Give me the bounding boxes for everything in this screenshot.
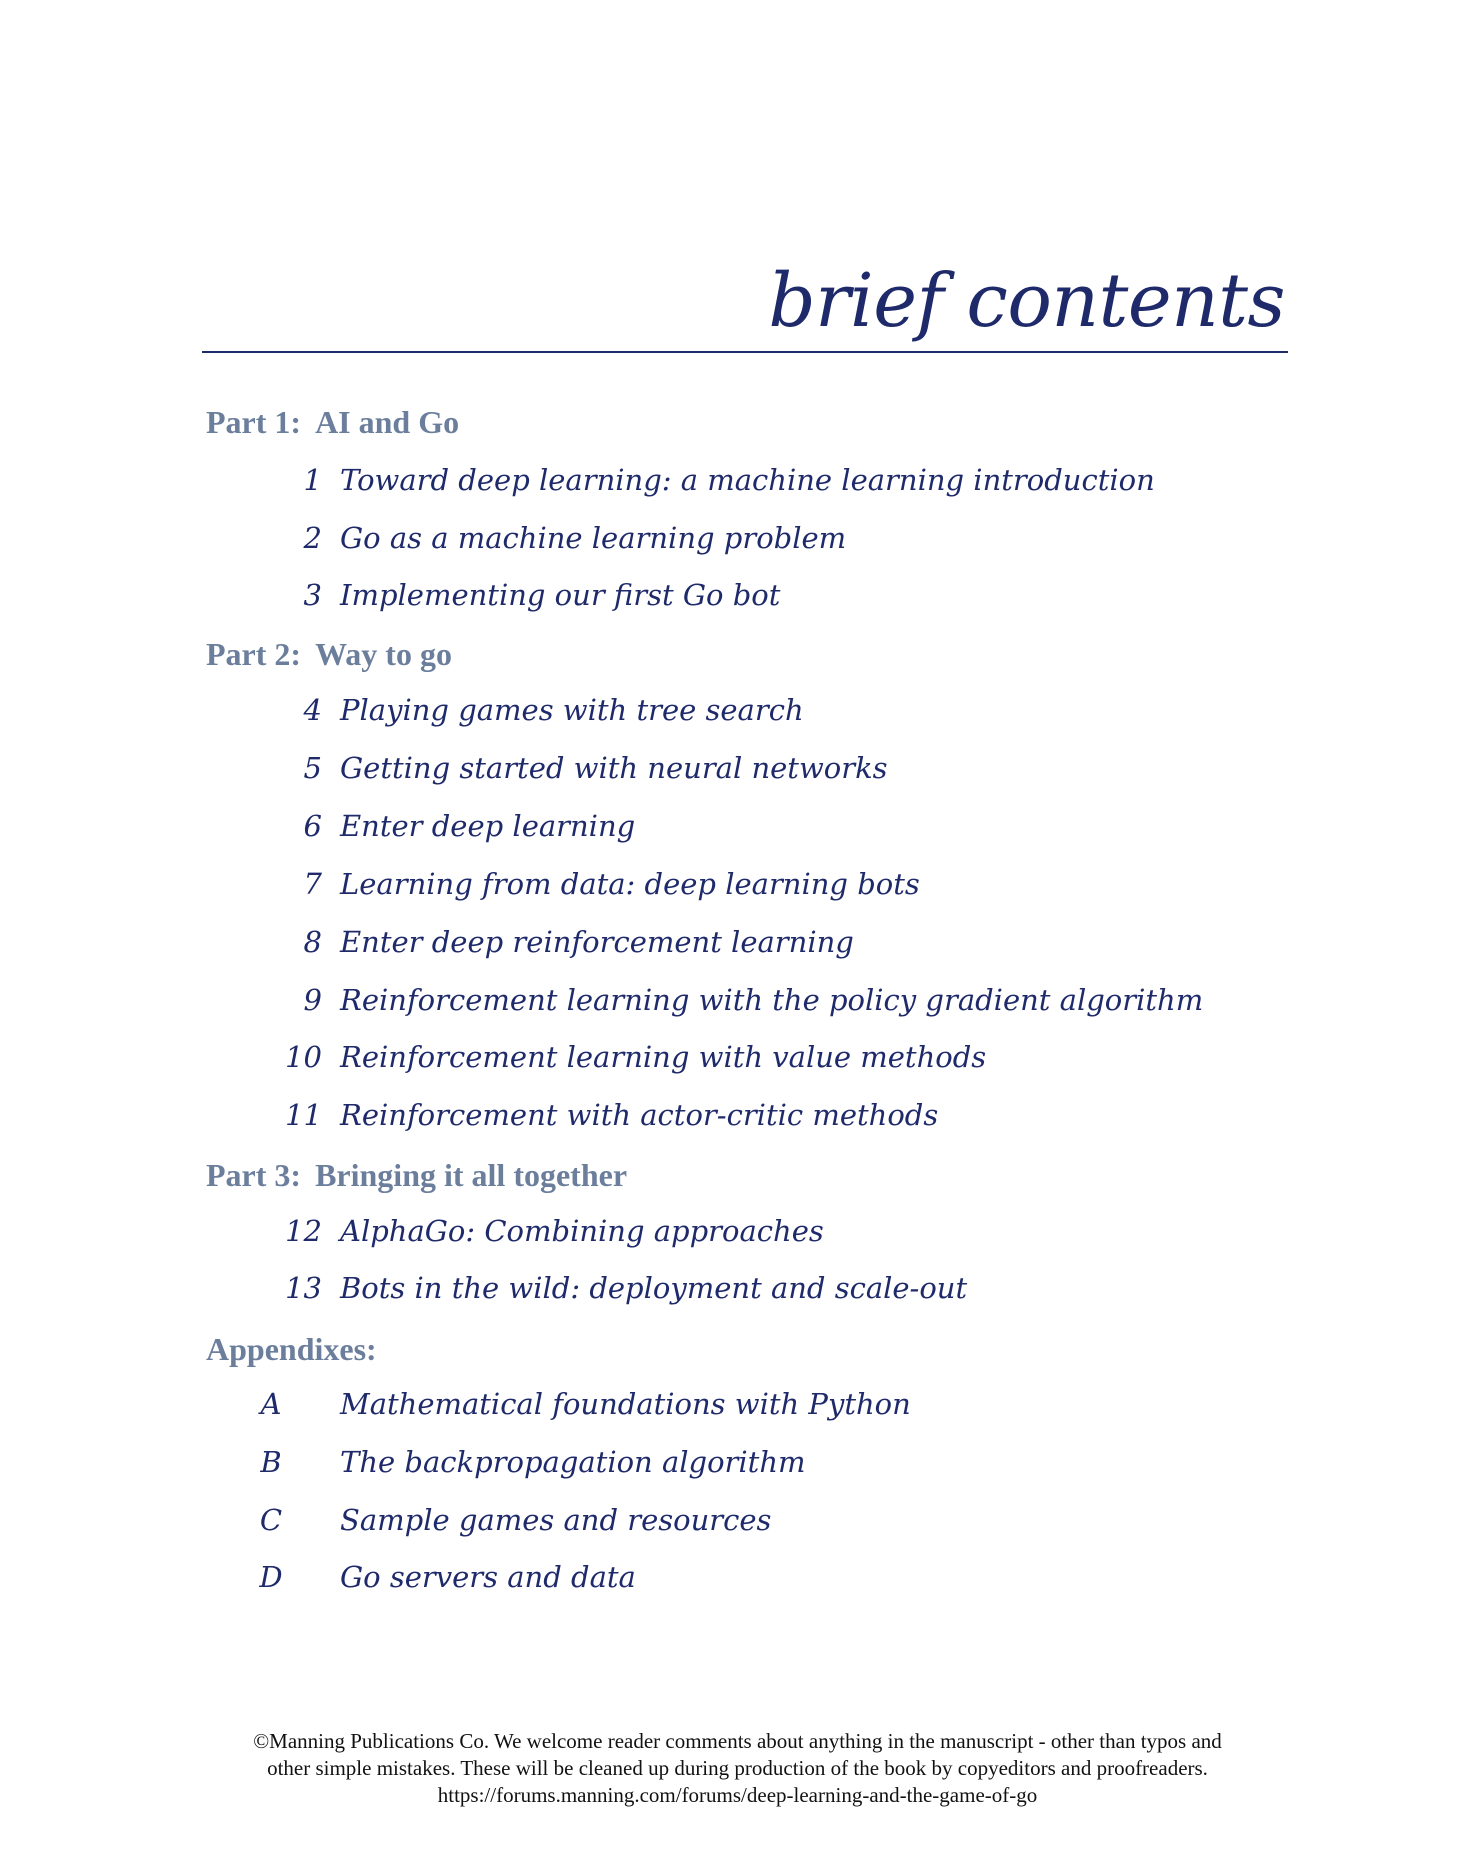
appendix-letter: D bbox=[259, 1560, 283, 1594]
part-name: Bringing it all together bbox=[315, 1157, 628, 1193]
appendix-title: The backpropagation algorithm bbox=[340, 1445, 806, 1479]
footer-link[interactable]: https://forums.manning.com/forums/deep-learning-and-the-game-of-go bbox=[437, 1783, 1038, 1807]
part-heading-1 bbox=[206, 404, 459, 441]
chapter-number: 3 bbox=[303, 578, 322, 612]
toc-entry[interactable] bbox=[230, 1040, 986, 1080]
page-footer bbox=[0, 1728, 1475, 1809]
chapter-title: Enter deep reinforcement learning bbox=[340, 925, 854, 959]
toc-entry[interactable] bbox=[230, 867, 920, 907]
chapter-title: Reinforcement learning with the policy gradient algorithm bbox=[340, 983, 1204, 1017]
toc-entry[interactable] bbox=[230, 1387, 911, 1427]
toc-entry[interactable] bbox=[230, 1098, 938, 1138]
toc-entry[interactable] bbox=[230, 809, 635, 849]
appendix-title: Sample games and resources bbox=[340, 1503, 772, 1537]
chapter-title: Getting started with neural networks bbox=[340, 751, 888, 785]
footer-line: ©Manning Publications Co. We welcome reader comments about anything in the manuscript - other than typos and bbox=[253, 1729, 1222, 1753]
title-rule bbox=[202, 351, 1288, 353]
appendixes-heading bbox=[206, 1331, 377, 1368]
part-label: Part 1: bbox=[206, 404, 302, 440]
part-name: AI and Go bbox=[315, 404, 460, 440]
chapter-number: 10 bbox=[285, 1040, 322, 1074]
part-label: Part 2: bbox=[206, 636, 302, 672]
chapter-number: 13 bbox=[285, 1271, 322, 1305]
part-heading-2 bbox=[206, 636, 452, 673]
page-title: brief contents bbox=[768, 258, 1285, 344]
toc-entry[interactable] bbox=[230, 925, 854, 965]
chapter-number: 2 bbox=[303, 521, 322, 555]
toc-entry[interactable] bbox=[230, 521, 846, 561]
part-name: Way to go bbox=[315, 636, 452, 672]
chapter-number: 12 bbox=[285, 1214, 322, 1248]
chapter-title: Toward deep learning: a machine learning introduction bbox=[340, 463, 1155, 497]
toc-entry[interactable] bbox=[230, 983, 1203, 1023]
part-heading-3 bbox=[206, 1157, 627, 1194]
chapter-title: Enter deep learning bbox=[340, 809, 636, 843]
chapter-number: 7 bbox=[303, 867, 322, 901]
appendix-letter: C bbox=[259, 1503, 283, 1537]
toc-entry[interactable] bbox=[230, 1214, 824, 1254]
toc-entry[interactable] bbox=[230, 1560, 636, 1600]
chapter-title: Learning from data: deep learning bots bbox=[340, 867, 920, 901]
chapter-title: Reinforcement learning with value methods bbox=[340, 1040, 987, 1074]
toc-entry[interactable] bbox=[230, 751, 888, 791]
chapter-number: 9 bbox=[303, 983, 322, 1017]
chapter-title: Implementing our first Go bot bbox=[340, 578, 781, 612]
appendix-letter: B bbox=[260, 1445, 282, 1479]
chapter-number: 6 bbox=[303, 809, 322, 843]
chapter-number: 4 bbox=[303, 693, 322, 727]
toc-entry[interactable] bbox=[230, 1271, 967, 1311]
chapter-title: Go as a machine learning problem bbox=[340, 521, 847, 555]
chapter-title: Bots in the wild: deployment and scale-out bbox=[340, 1271, 968, 1305]
part-label: Appendixes: bbox=[206, 1331, 377, 1367]
chapter-number: 11 bbox=[285, 1098, 322, 1132]
toc-entry[interactable] bbox=[230, 578, 780, 618]
toc-entry[interactable] bbox=[230, 463, 1155, 503]
chapter-title: Playing games with tree search bbox=[340, 693, 804, 727]
chapter-title: AlphaGo: Combining approaches bbox=[340, 1214, 824, 1248]
toc-entry[interactable] bbox=[230, 1503, 771, 1543]
toc-entry[interactable] bbox=[230, 1445, 806, 1485]
appendix-letter: A bbox=[260, 1387, 282, 1421]
appendix-title: Mathematical foundations with Python bbox=[340, 1387, 911, 1421]
chapter-title: Reinforcement with actor-critic methods bbox=[340, 1098, 939, 1132]
chapter-number: 5 bbox=[303, 751, 322, 785]
part-label: Part 3: bbox=[206, 1157, 302, 1193]
appendix-title: Go servers and data bbox=[340, 1560, 636, 1594]
chapter-number: 8 bbox=[303, 925, 322, 959]
toc-entry[interactable] bbox=[230, 693, 804, 733]
footer-line: other simple mistakes. These will be cleaned up during production of the book by copyeditors and proofreaders. bbox=[267, 1756, 1208, 1780]
chapter-number: 1 bbox=[303, 463, 322, 497]
